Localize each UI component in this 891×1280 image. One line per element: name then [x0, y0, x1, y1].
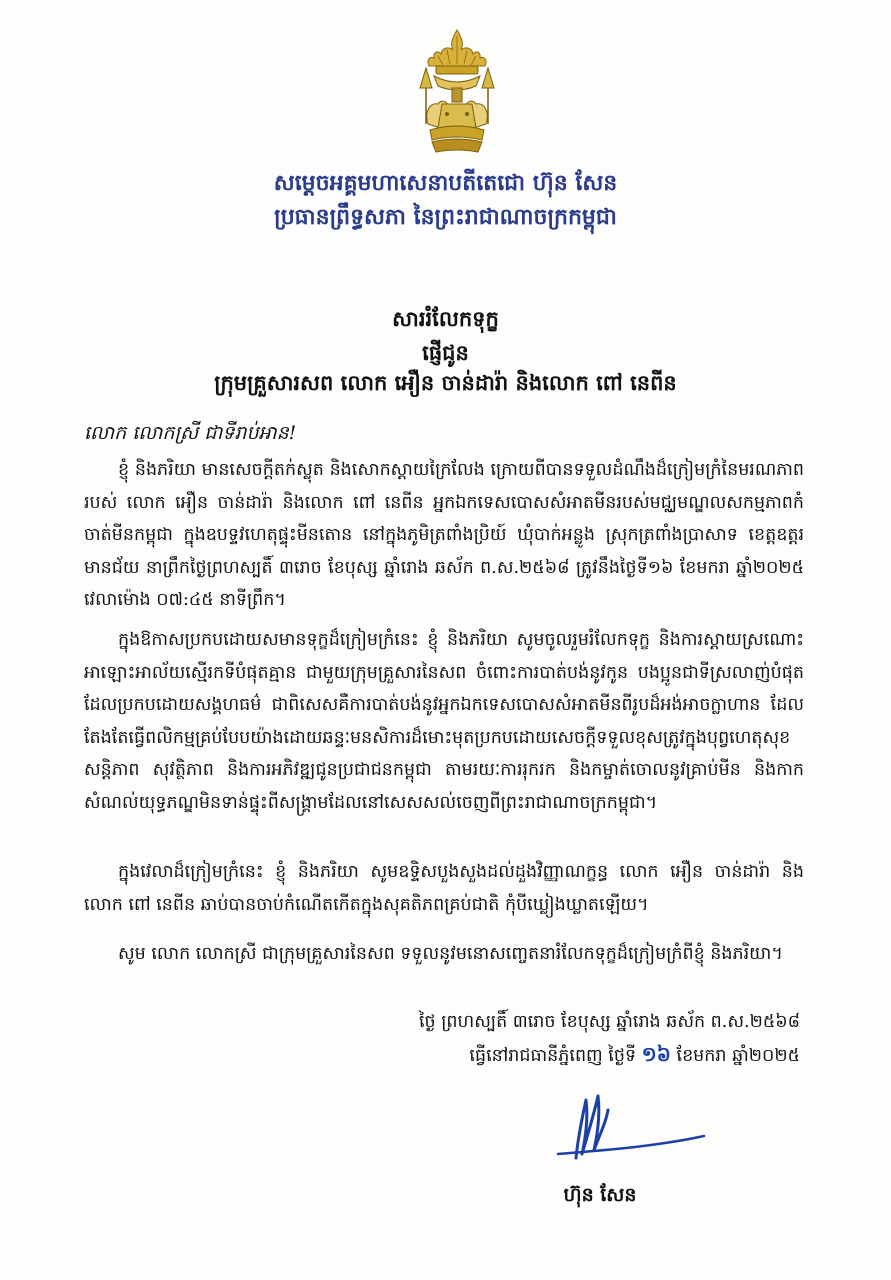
royal-emblem-icon — [412, 28, 502, 156]
handwritten-day: ១៦ — [641, 1042, 671, 1066]
lunar-date: ថ្ងៃ ព្រហស្បតិ៍ ៣រោច ខែបុស្ស ឆ្នាំរោង ឆស័ក ព.ស.២៥៦៨ — [418, 1012, 800, 1032]
sender-title: ប្រធានព្រឹទ្ធសភា នៃព្រះរាជាណាចក្រកម្ពុជា — [274, 204, 617, 230]
salutation: លោក លោកស្រី ជាទីរាប់អាន! — [84, 422, 297, 444]
signer-name: ហ៊ុន សែន — [563, 1184, 637, 1206]
letter-title: សាររំលែកទុក្ខ — [392, 306, 499, 331]
place-prefix: ធ្វើនៅរាជធានីភ្នំពេញ ថ្ងៃទី — [469, 1046, 637, 1066]
sender-name: សម្តេចអគ្គមហាសេនាបតីតេជោ ហ៊ុន សែន — [273, 170, 618, 196]
body-paragraph: ក្នុងវេលាដ៏ក្រៀមក្រំនេះ ខ្ញុំ និងភរិយា សូមឧទ្ទិសបួងសួងដល់ដួងវិញ្ញាណក្ខន្ធ លោក អឿន ចាន់ដារ៉ា និង លោក ពៅ នេពីន ឆាប់បានចាប់កំណើតកើតក្នុងសុគតិភពគ្រប់ជាតិ កុំបីឃ្លៀងឃ្លាតឡើយ។ — [84, 862, 804, 915]
handwritten-signature — [548, 1088, 708, 1168]
body-paragraph: សូម លោក លោកស្រី ជាក្រុមគ្រួសារនៃសព ទទួលនូវមនោសញ្ចេតនារំលែកទុក្ខដ៏ក្រៀមក្រំពីខ្ញុំ និងភរិយា។ — [118, 944, 783, 964]
body-paragraph: ក្នុងឱកាសប្រកបដោយសមានទុក្ខដ៏ក្រៀមក្រំនេះ ខ្ញុំ និងភរិយា សូមចូលរួមរំលែកទុក្ខ និងការស្តាយស្រណោះ អាឡោះអាល័យស្មើរកទីបំផុតគ្មាន ជាមួយក្រុមគ្រួសារនៃសព ចំពោះការបាត់បង់នូវកូន បងប្អូនជាទីស្រលាញ់បំផុត ដែលប្រកបដោយសង្គហធម៌ ជាពិសេសគឺការបាត់បង់នូវអ្នកឯកទេសបោសសំអាតមីនពីរូបដ៏អង់អាចក្លាហាន ដែលតែងតែធ្វើពលិកម្មគ្រប់បែបយ៉ាងដោយឆន្ទៈមនសិការដ៏មោះមុតប្រកបដោយសេចក្តីទទួលខុសត្រូវក្នុងបុព្វហេតុសុខសន្តិភាព សុវត្ថិភាព និងការអភិវឌ្ឍជូនប្រជាជនកម្ពុជា តាមរយៈការរុករក និងកម្ចាត់ចោលនូវគ្រាប់មីន និងកាកសំណល់យុទ្ធភណ្ឌមិនទាន់ផ្ទុះពីសង្គ្រាមដែលនៅសេសសល់ចេញពីព្រះរាជាណាចក្រកម្ពុជា។ — [84, 630, 804, 813]
body-paragraph: ខ្ញុំ និងភរិយា មានសេចក្តីតក់ស្លុត និងសោកស្តាយក្រៃលែង ក្រោយពីបានទទួលដំណឹងដ៏ក្រៀមក្រំនៃមរណភាពរបស់ លោក អឿន ចាន់ដារ៉ា និងលោក ពៅ នេពីន អ្នកឯកទេសបោសសំអាតមីនរបស់មជ្ឈមណ្ឌលសកម្មភាពកំចាត់មីនកម្ពុជា ក្នុងឧបទ្ទវហេតុផ្ទុះមីនតោន នៅក្នុងភូមិត្រពាំងប្រិយ៍ ឃុំបាក់អន្លូង ស្រុកត្រពាំងប្រាសាទ ខេត្តឧត្តរមានជ័យ នាព្រឹកថ្ងៃព្រហស្បតិ៍ ៣រោច ខែបុស្ស ឆ្នាំរោង ឆស័ក ព.ស.២៥៦៨ ត្រូវនឹងថ្ងៃទី១៦ ខែមករា ឆ្នាំ២០២៥ វេលាម៉ោង ០៧:៤៥ នាទីព្រឹក។ — [84, 460, 804, 610]
place-date — [0, 1038, 800, 1072]
letter-recipient: ក្រុមគ្រួសារសព លោក អឿន ចាន់ដារ៉ា និងលោក ពៅ នេពីន — [214, 370, 677, 395]
month-year: ខែមករា ឆ្នាំ២០២៥ — [676, 1046, 800, 1066]
letter-subtitle: ផ្ញើជូន — [422, 340, 469, 365]
